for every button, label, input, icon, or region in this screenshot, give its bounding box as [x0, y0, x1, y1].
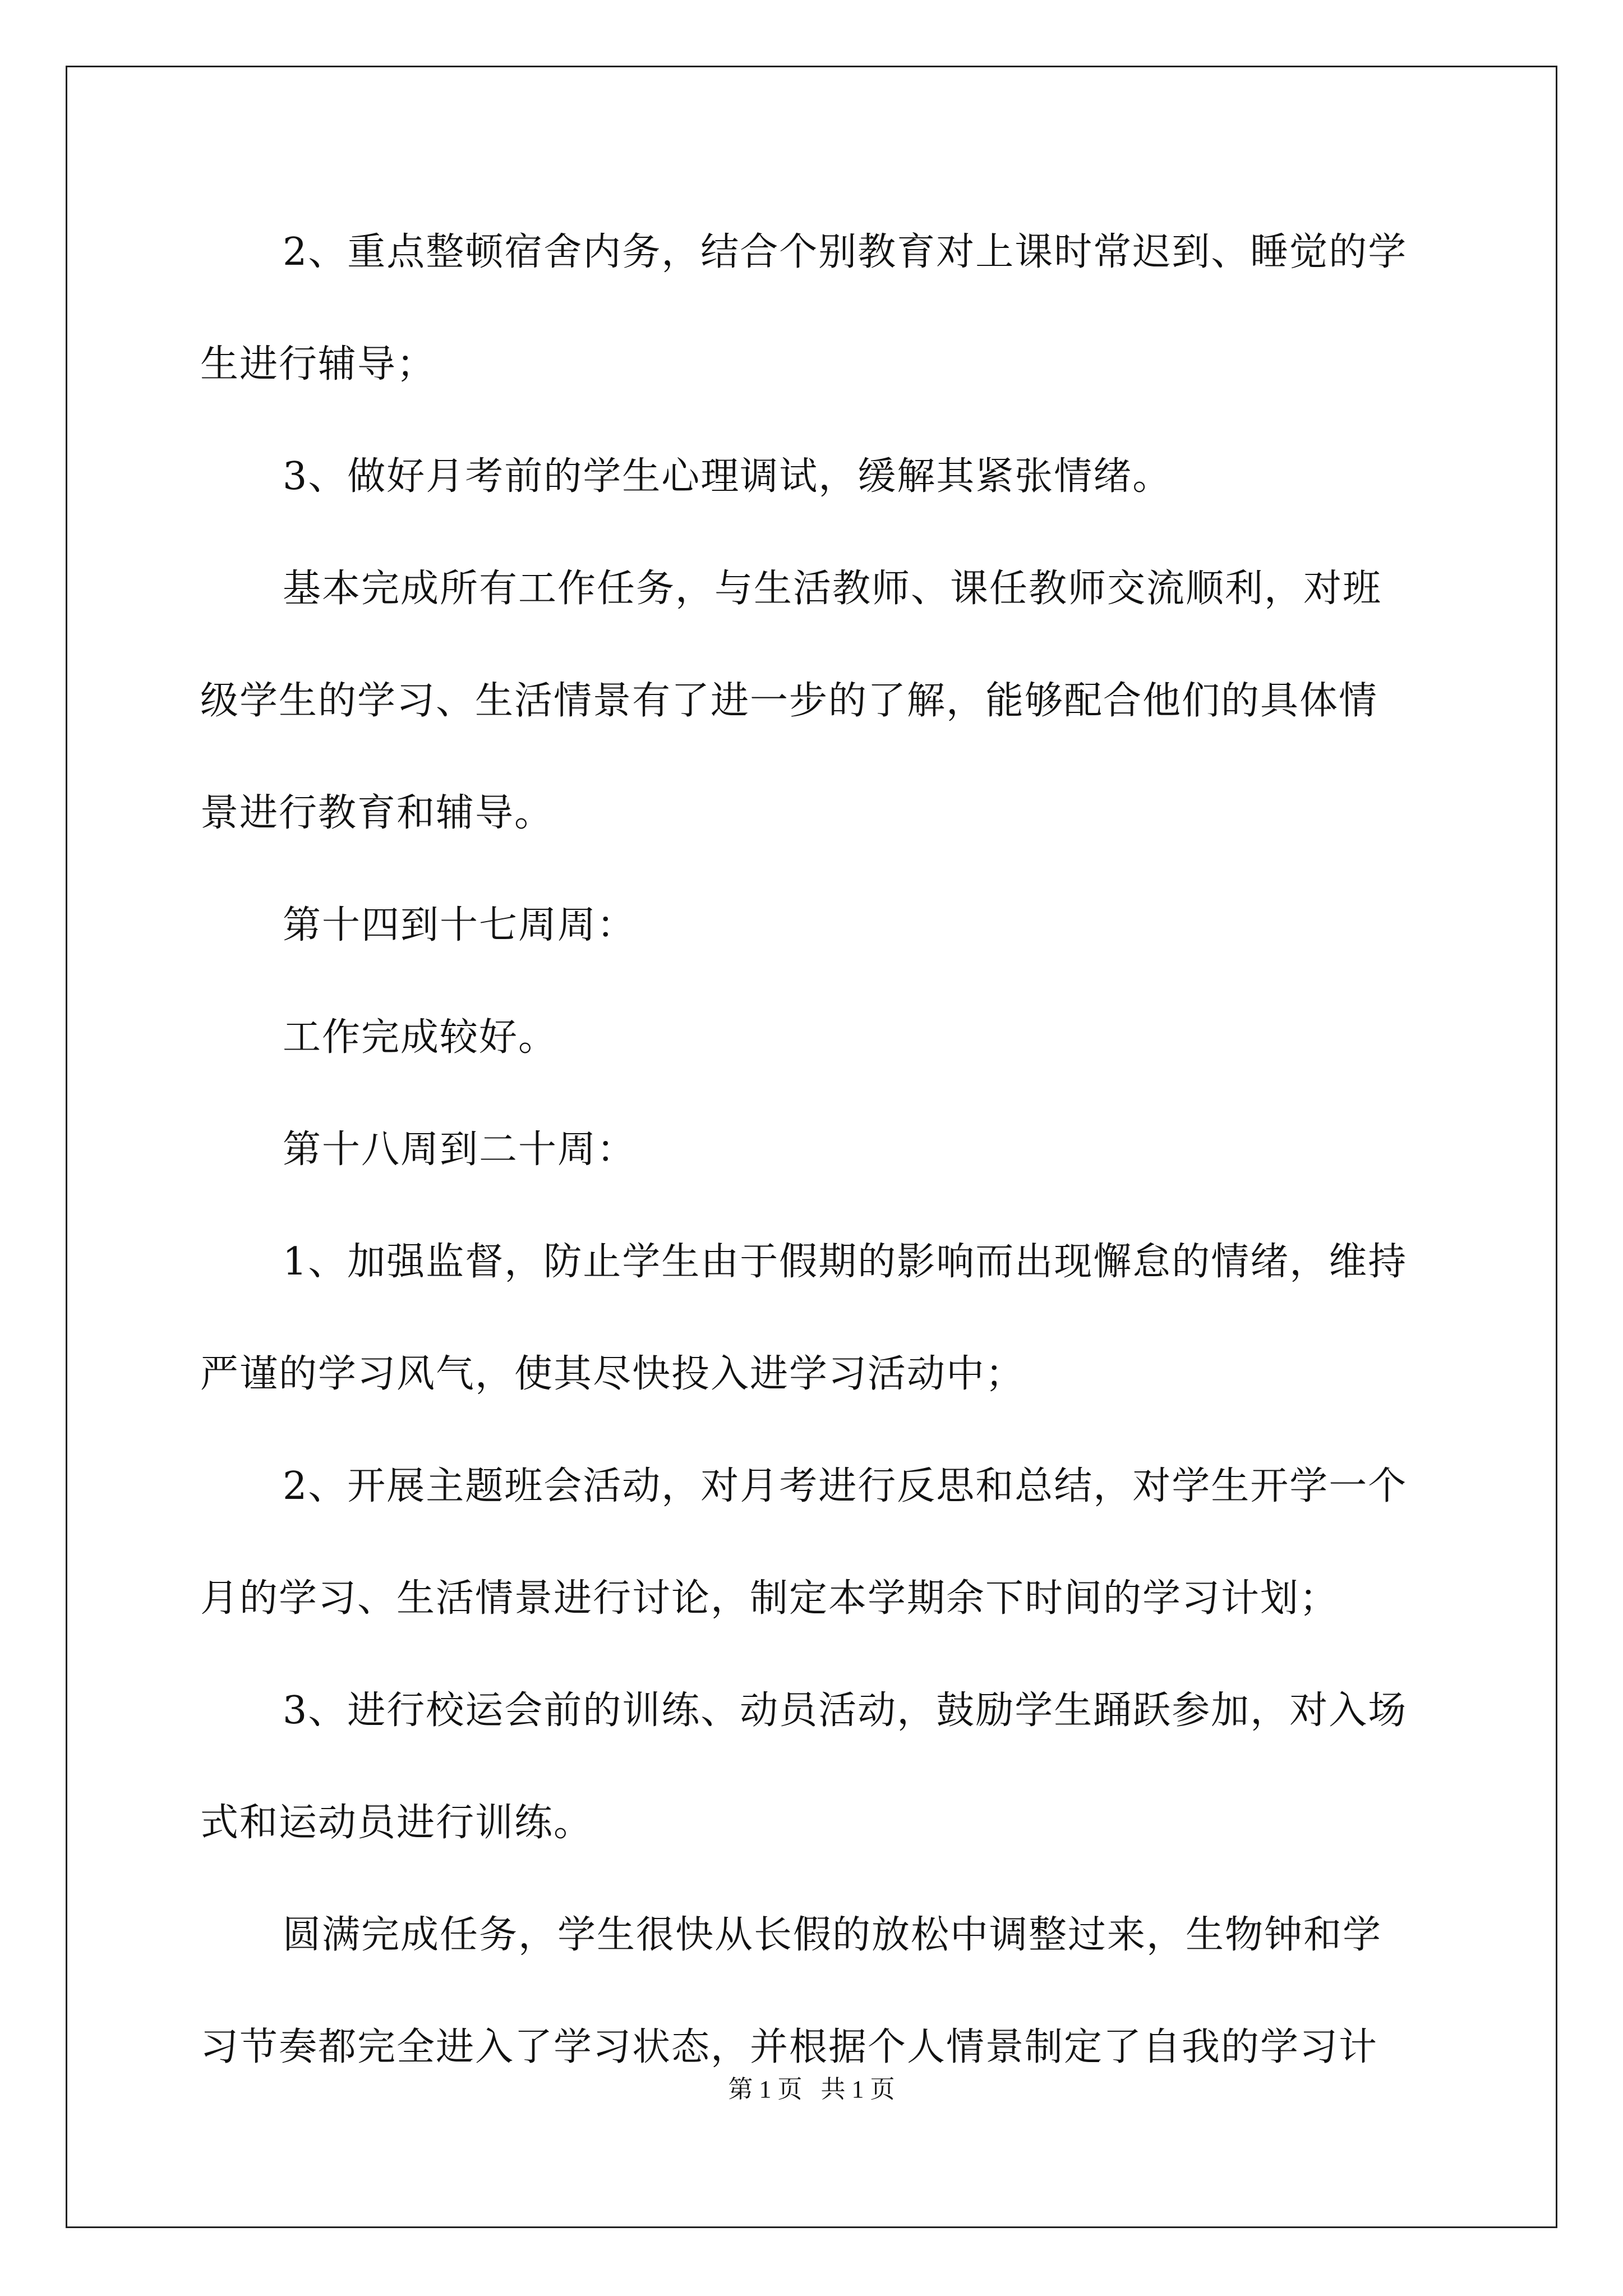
- text-line: 2、重点整顿宿舍内务，结合个别教育对上课时常迟到、睡觉的学: [283, 230, 1408, 274]
- text-line: 第十四到十七周周：: [283, 903, 637, 947]
- text-line: 3、进行校运会前的训练、动员活动，鼓励学生踊跃参加，对入场: [283, 1688, 1408, 1733]
- text-line: 式和运动员进行训练。: [200, 1801, 593, 1845]
- text-line: 习节奏都完全进入了学习状态，并根据个人情景制定了自我的学习计: [200, 2025, 1378, 2069]
- text-line: 工作完成较好。: [283, 1015, 558, 1060]
- text-line: 级学生的学习、生活情景有了进一步的了解，能够配合他们的具体情: [200, 679, 1378, 723]
- text-line: 第十八周到二十周：: [283, 1128, 637, 1172]
- text-line: 生进行辅导；: [200, 342, 436, 386]
- text-line: 景进行教育和辅导。: [200, 791, 554, 835]
- text-line: 1、加强监督，防止学生由于假期的影响而出现懈怠的情绪，维持: [283, 1240, 1408, 1284]
- text-line: 月的学习、生活情景进行讨论，制定本学期余下时间的学习计划；: [200, 1576, 1339, 1621]
- text-line: 圆满完成任务，学生很快从长假的放松中调整过来，生物钟和学: [283, 1913, 1382, 1957]
- text-line: 2、开展主题班会活动，对月考进行反思和总结，对学生开学一个: [283, 1464, 1408, 1508]
- page-footer: 第 1 页 共 1 页: [728, 2076, 895, 2103]
- text-line: 3、做好月考前的学生心理调试，缓解其紧张情绪。: [283, 454, 1172, 499]
- text-line: 基本完成所有工作任务，与生活教师、课任教师交流顺利，对班: [283, 567, 1382, 611]
- text-line: 严谨的学习风气，使其尽快投入进学习活动中；: [200, 1352, 1025, 1396]
